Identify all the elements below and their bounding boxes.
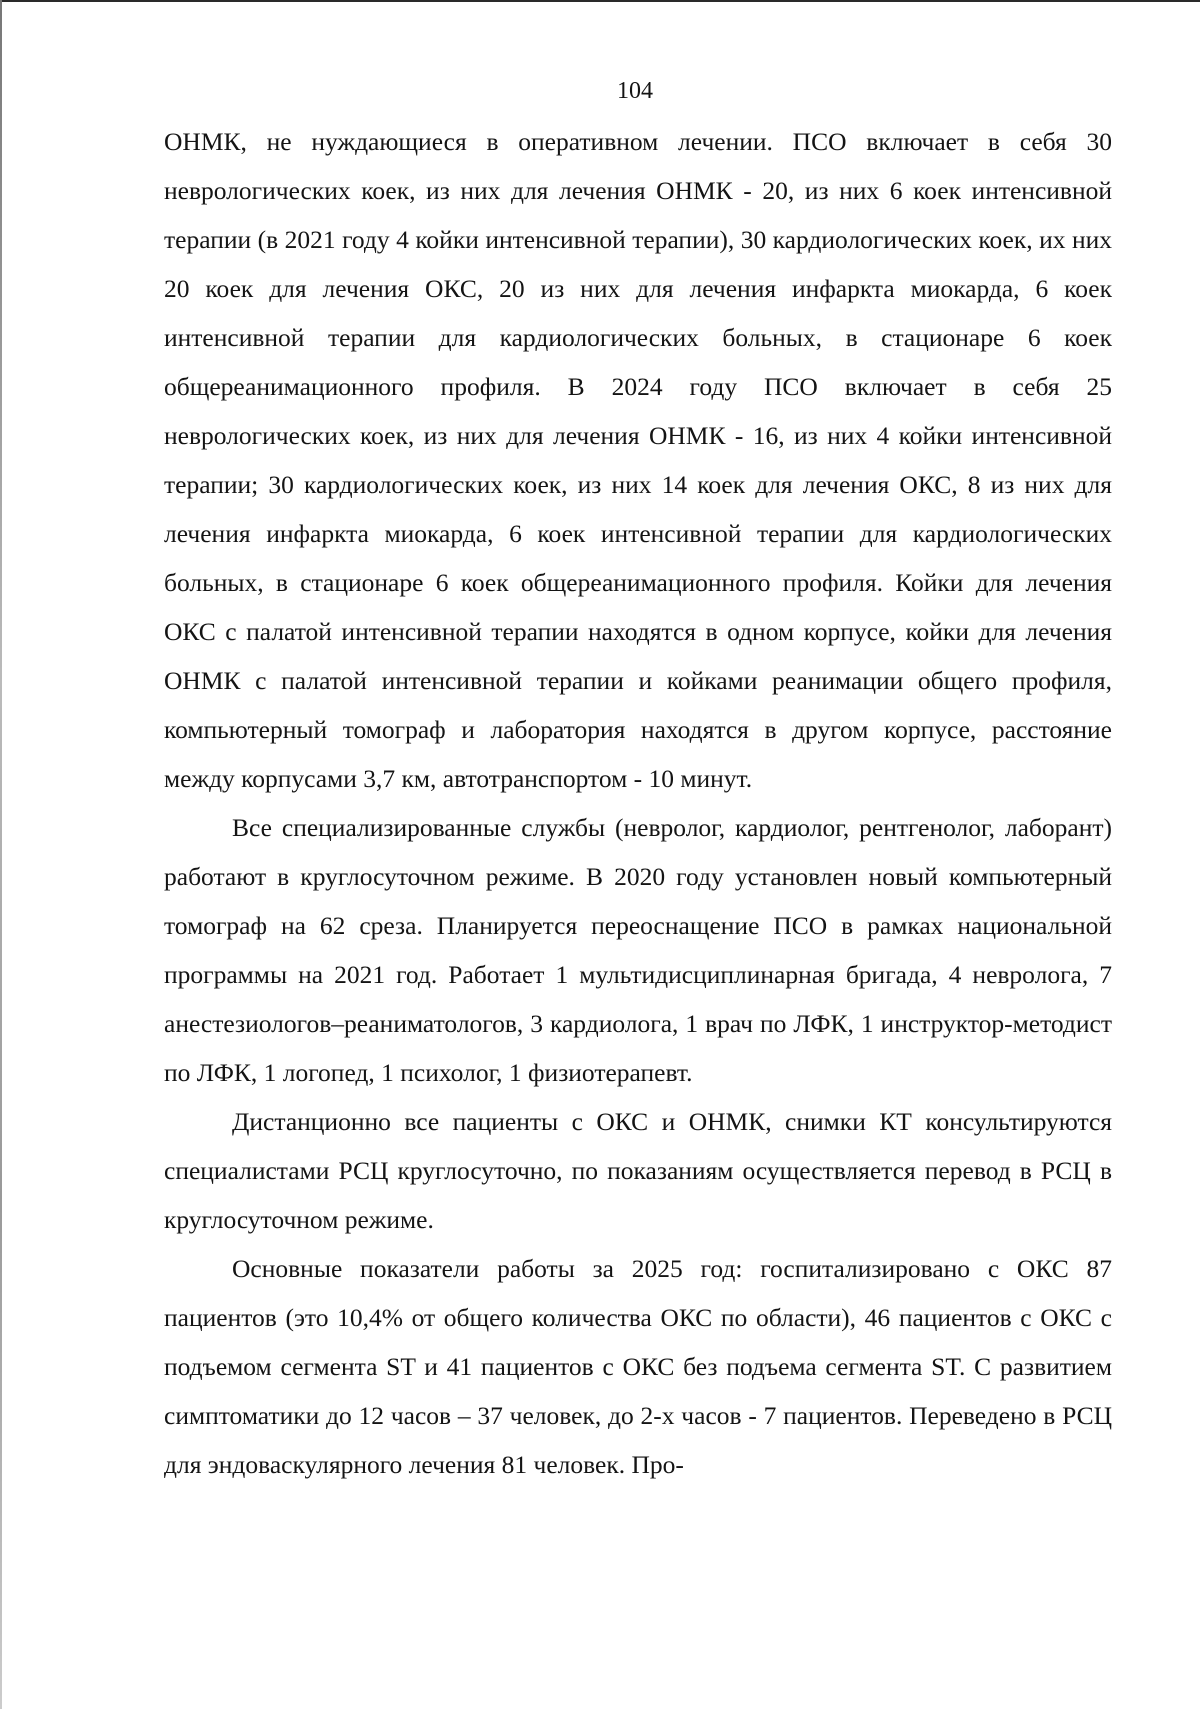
paragraph-3: Дистанционно все пациенты с ОКС и ОНМК, снимки КТ консультируются специалистами РСЦ круглосуточно, по показаниям осуществляется перевод в РСЦ в круглосуточном режиме. — [164, 1107, 1112, 1234]
paragraph-4: Основные показатели работы за 2025 год: госпитализировано с ОКС 87 пациентов (это 10,4% от общего количества ОКС по области), 46 пациентов с ОКС с подъемом сегмента ST и 41 пациентов с ОКС без подъема сегмента ST. С развитием симптоматики до 12 часов – 37 человек, до 2-х часов - 7 пациентов. Переведено в РСЦ для эндоваскулярного лечения 81 человек. Про- — [164, 1254, 1112, 1479]
page-number: 104 — [617, 78, 653, 104]
scan-edge-left — [0, 0, 2, 1709]
paragraph-2: Все специализированные службы (невролог, кардиолог, рентгенолог, лаборант) работают в круглосуточном режиме. В 2020 году установлен новый компьютерный томограф на 62 среза. Планируется переоснащение ПСО в рамках национальной программы на 2021 год. Работает 1 мультидисциплинарная бригада, 4 невролога, 7 анестезиологов–реаниматологов, 3 кардиолога, 1 врач по ЛФК, 1 инструктор-методист по ЛФК, 1 логопед, 1 психолог, 1 физиотерапевт. — [164, 813, 1112, 1087]
page-body — [164, 117, 1112, 1489]
scan-edge-top — [0, 0, 1200, 2]
paragraph-1: ОНМК, не нуждающиеся в оперативном лечении. ПСО включает в себя 30 неврологических коек, из них для лечения ОНМК - 20, из них 6 коек интенсивной терапии (в 2021 году 4 койки интенсивной терапии), 30 кардиологических коек, их них 20 коек для лечения ОКС, 20 из них для лечения инфаркта миокарда, 6 коек интенсивной терапии для кардиологических больных, в стационаре 6 коек общереанимационного профиля. В 2024 году ПСО включает в себя 25 неврологических коек, из них для лечения ОНМК - 16, из них 4 койки интенсивной терапии; 30 кардиологических коек, из них 14 коек для лечения ОКС, 8 из них для лечения инфаркта миокарда, 6 коек интенсивной терапии для кардиологических больных, в стационаре 6 коек общереанимационного профиля. Койки для лечения ОКС с палатой интенсивной терапии находятся в одном корпусе, койки для лечения ОНМК с палатой интенсивной терапии и койками реанимации общего профиля, компьютерный томограф и лаборатория находятся в другом корпусе, расстояние между корпусами 3,7 км, автотранспортом - 10 минут. — [164, 127, 1112, 793]
